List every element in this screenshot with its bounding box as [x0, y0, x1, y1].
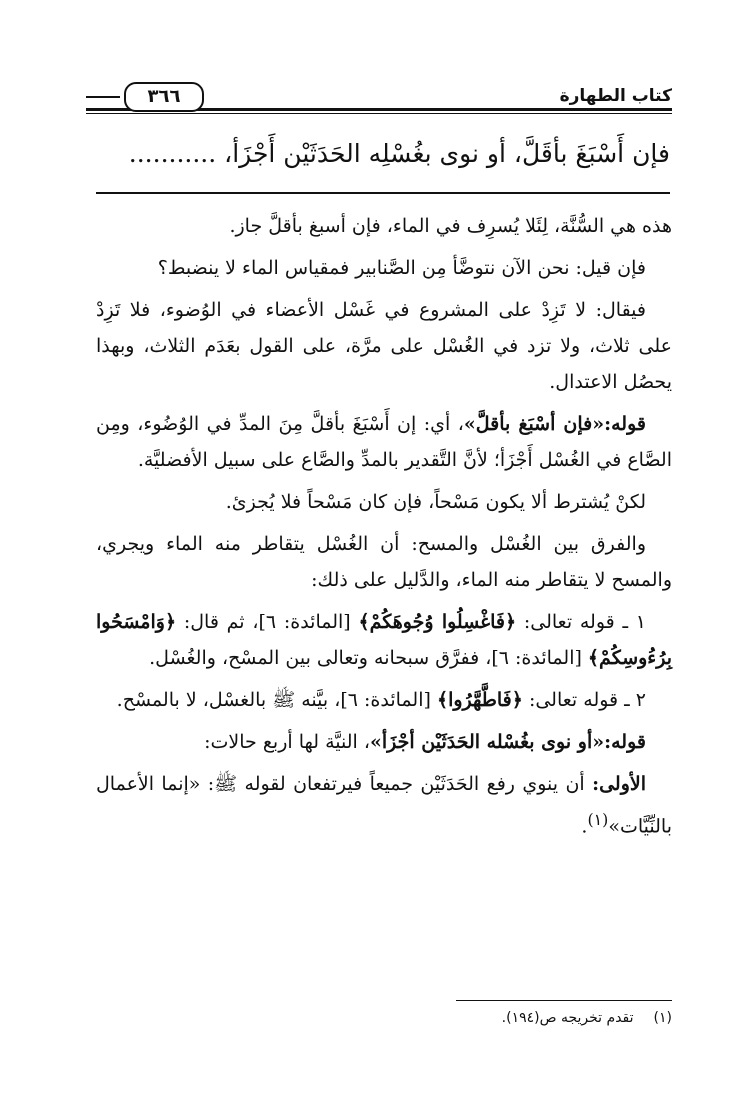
paragraph-10-end: .	[581, 815, 588, 838]
page-number: ٣٦٦	[124, 82, 204, 112]
matn-separator	[96, 192, 670, 194]
paragraph-7-start: ١ ـ قوله تعالى:	[516, 611, 646, 633]
footnote-reference[interactable]: (١)	[587, 810, 609, 829]
paragraph-7	[96, 604, 672, 676]
footnote-number: (١)	[653, 1010, 672, 1026]
paragraph-4-text: ، أي: إن أَسْبَغَ بأقلَّ مِنَ المدِّ في الوُضُوء، ومِن الصَّاع في الغُسْل أَجْزَأ؛ لأنَّ التَّقدير بالمدِّ والصَّاع على سبيل الأفضليَّة.	[96, 413, 672, 471]
paragraph-10	[96, 766, 672, 844]
paragraph-10-text: أن ينوي رفع الحَدَثَيْن جميعاً فيرتفعان لقوله ﷺ: «إنما الأعمال بالنِّيَّات»	[96, 773, 672, 838]
paragraph-9-quote: «أو نوى بغُسْله الحَدَثَيْن أجْزَأ»	[370, 731, 605, 753]
paragraph-5: لكنْ يُشترط ألا يكون مَسْحاً، فإن كان مَسْحاً فلا يُجزئ.	[225, 491, 646, 513]
footnote-separator	[456, 1000, 672, 1001]
paragraph-1: هذه هي السُّنَّة، لِئَلا يُسرِف في الماء، فإن أسبغ بأقلَّ جاز.	[229, 215, 672, 237]
paragraph-7-ref1: [المائدة: ٦]، ثم قال:	[176, 611, 359, 633]
ayah-wash: ﴿فَاغْسِلُوا وُجُوهَكُمْ﴾	[358, 611, 517, 633]
paragraph-9	[96, 724, 672, 760]
commentary-body	[96, 208, 672, 850]
header-rule-thin	[86, 113, 672, 114]
header-left-line	[86, 96, 120, 98]
matn-text: فإن أَسْبَغَ بأقَلَّ، أو نوى بغُسْلِه الحَدَثَيْن أَجْزَأ، ...........	[128, 139, 670, 168]
paragraph-4	[96, 406, 672, 478]
paragraph-7-ref2: [المائدة: ٦]، ففرَّق سبحانه وتعالى بين المسْح، والغُسْل.	[149, 647, 588, 669]
paragraph-4-label: قوله:	[604, 413, 646, 435]
footnote-text: تقدم تخريجه ص(١٩٤).	[501, 1010, 634, 1026]
footnote	[300, 1008, 672, 1028]
paragraph-8-rest: [المائدة: ٦]، بيَّنه ﷺ بالغسْل، لا بالمسْح.	[116, 689, 437, 711]
book-title: كتاب الطهارة	[559, 86, 672, 106]
paragraph-9-text: ، النيَّة لها أربع حالات:	[204, 731, 370, 753]
ayah-purify: ﴿فَاطَّهَّرُوا﴾	[436, 689, 523, 711]
ayah-wipe: ﴿وَامْسَحُوا بِرُءُوسِكُمْ﴾	[96, 611, 672, 669]
paragraph-8	[96, 682, 672, 718]
paragraph-8-start: ٢ ـ قوله تعالى:	[522, 689, 646, 711]
paragraph-3: فيقال: لا تَزِدْ على المشروع في غَسْل الأعضاء في الوُضوء، فلا تَزِدْ على ثلاث، ولا تزد في الغُسْل على مرَّة، على القول بعَدَم الثلاث، وبهذا يحصُل الاعتدال.	[96, 299, 672, 393]
page-header	[86, 82, 672, 114]
paragraph-2: فإن قيل: نحن الآن نتوضَّأ مِن الصَّنابير فمقياس الماء لا ينضبط؟	[157, 257, 646, 279]
paragraph-9-label: قوله:	[604, 731, 646, 753]
paragraph-6: والفرق بين الغُسْل والمسح: أن الغُسْل يتقاطر منه الماء ويجري، والمسح لا يتقاطر منه الماء، والدَّليل على ذلك:	[96, 533, 672, 591]
paragraph-4-quote: «فإن أسْبَغ بأقلَّ»	[463, 413, 605, 435]
paragraph-10-label: الأولى:	[592, 773, 646, 795]
